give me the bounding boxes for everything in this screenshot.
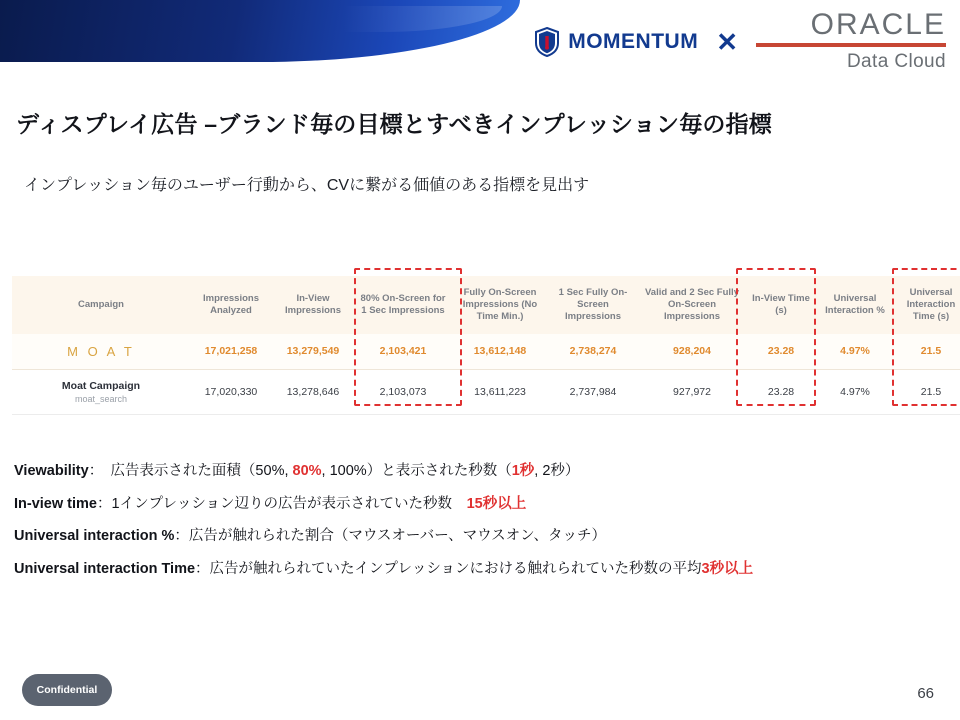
row-80-onscreen-1sec: 2,103,073 (354, 369, 452, 414)
definition-term-in-view-time: In-view time (14, 495, 97, 512)
cross-icon: ✕ (716, 26, 738, 57)
table-row-summary (12, 334, 960, 370)
shield-icon (534, 27, 560, 57)
definition-list (14, 462, 944, 592)
summary-in-view-time: 23.28 (746, 334, 816, 370)
definition-viewability-part-0: 広告表示された面積（50%, (110, 463, 293, 479)
definition-term-viewability: Viewability (14, 463, 89, 479)
summary-80-onscreen-1sec: 2,103,421 (354, 334, 452, 370)
definition-sep-0: ： (88, 463, 96, 479)
column-header-valid-2sec-fully-onscreen: Valid and 2 Sec Fully On-Screen Impressions (638, 276, 746, 334)
column-header-universal-interaction-pct: Universal Interaction % (816, 276, 894, 334)
summary-1sec-fully-onscreen: 2,738,274 (548, 334, 638, 370)
row-universal-interaction-pct: 4.97% (816, 369, 894, 414)
column-header-80-onscreen-1sec: 80% On-Screen for 1 Sec Impressions (354, 276, 452, 334)
table-header-row (12, 276, 960, 334)
momentum-wordmark: MOMENTUM (568, 29, 699, 53)
summary-fully-onscreen: 13,612,148 (452, 334, 548, 370)
banner-blue-swoosh (0, 0, 520, 62)
row-campaign-cell (12, 369, 190, 414)
definition-universal-interaction-pct (14, 527, 944, 547)
definition-viewability-part-1: 80% (292, 463, 322, 479)
definition-viewability-part-3: 1秒 (511, 463, 535, 479)
oracle-underline (756, 43, 946, 47)
row-impressions-analyzed: 17,020,330 (190, 369, 272, 414)
page-subtitle: インプレッション毎のユーザー行動から、CVに繋がる価値のある指標を見出す (24, 177, 590, 194)
confidential-badge: Confidential (22, 674, 112, 706)
column-header-fully-onscreen-no-time-min: Fully On-Screen Impressions (No Time Min.) (452, 276, 548, 334)
row-campaign-subname: moat_search (74, 393, 128, 404)
row-1sec-fully-onscreen: 2,737,984 (548, 369, 638, 414)
column-header-1sec-fully-onscreen: 1 Sec Fully On-Screen Impressions (548, 276, 638, 334)
definition-term-universal-interaction-pct: Universal interaction % (14, 528, 175, 545)
column-header-impressions-analyzed: Impressions Analyzed (190, 276, 272, 334)
definition-in-view-time-part-0: 1インプレッション辺りの広告が表示されていた秒数 (111, 495, 467, 512)
slide-banner (0, 0, 960, 80)
definition-universal-interaction-pct-part-0: 広告が触れられた割合（マウスオーバー、マウスオン、タッチ） (188, 528, 607, 545)
moat-logo-text: M O A T (67, 343, 135, 359)
definition-universal-interaction-time (14, 560, 944, 580)
row-in-view-time: 23.28 (746, 369, 816, 414)
definition-in-view-time (14, 495, 944, 515)
row-valid-2sec-fully-onscreen: 927,972 (638, 369, 746, 414)
column-header-universal-interaction-time: Universal Interaction Time (s) (894, 276, 960, 334)
row-in-view-impressions: 13,278,646 (272, 369, 354, 414)
page-number: 66 (917, 685, 934, 702)
row-fully-onscreen: 13,611,223 (452, 369, 548, 414)
definition-sep-2: ： (174, 528, 189, 545)
definition-universal-interaction-time-part-1: 3秒以上 (701, 560, 754, 577)
definition-viewability-part-4: , 2秒） (534, 463, 580, 479)
summary-impressions-analyzed: 17,021,258 (190, 334, 272, 370)
moat-metrics-table (12, 276, 956, 415)
logo-group (534, 10, 946, 73)
summary-campaign-logo (12, 334, 190, 370)
definition-sep-1: ： (97, 495, 112, 512)
definition-in-view-time-part-1: 15秒以上 (466, 495, 527, 512)
definition-term-universal-interaction-time: Universal interaction Time (14, 560, 196, 577)
definition-universal-interaction-time-part-0: 広告が触れられていたインプレッションにおける触れられていた秒数の平均 (209, 560, 702, 577)
summary-in-view-impressions: 13,279,549 (272, 334, 354, 370)
column-header-in-view-time: In-View Time (s) (746, 276, 816, 334)
definition-sep-3: ： (195, 560, 210, 577)
definition-viewability (14, 462, 944, 482)
oracle-wordmark: ORACLE (810, 8, 946, 41)
oracle-logo (756, 10, 946, 73)
summary-universal-interaction-pct: 4.97% (816, 334, 894, 370)
oracle-subtitle: Data Cloud (846, 51, 946, 72)
column-header-campaign: Campaign (12, 276, 190, 334)
row-campaign-name: Moat Campaign (61, 379, 141, 392)
summary-valid-2sec-fully-onscreen: 928,204 (638, 334, 746, 370)
row-universal-interaction-time: 21.5 (894, 369, 960, 414)
definition-viewability-part-2: , 100%）と表示された秒数（ (321, 463, 512, 479)
momentum-logo (534, 27, 698, 57)
table-row (12, 369, 960, 414)
column-header-in-view-impressions: In-View Impressions (272, 276, 354, 334)
page-title: ディスプレイ広告 –ブランド毎の目標とすべきインプレッション毎の指標 (16, 111, 773, 137)
summary-universal-interaction-time: 21.5 (894, 334, 960, 370)
